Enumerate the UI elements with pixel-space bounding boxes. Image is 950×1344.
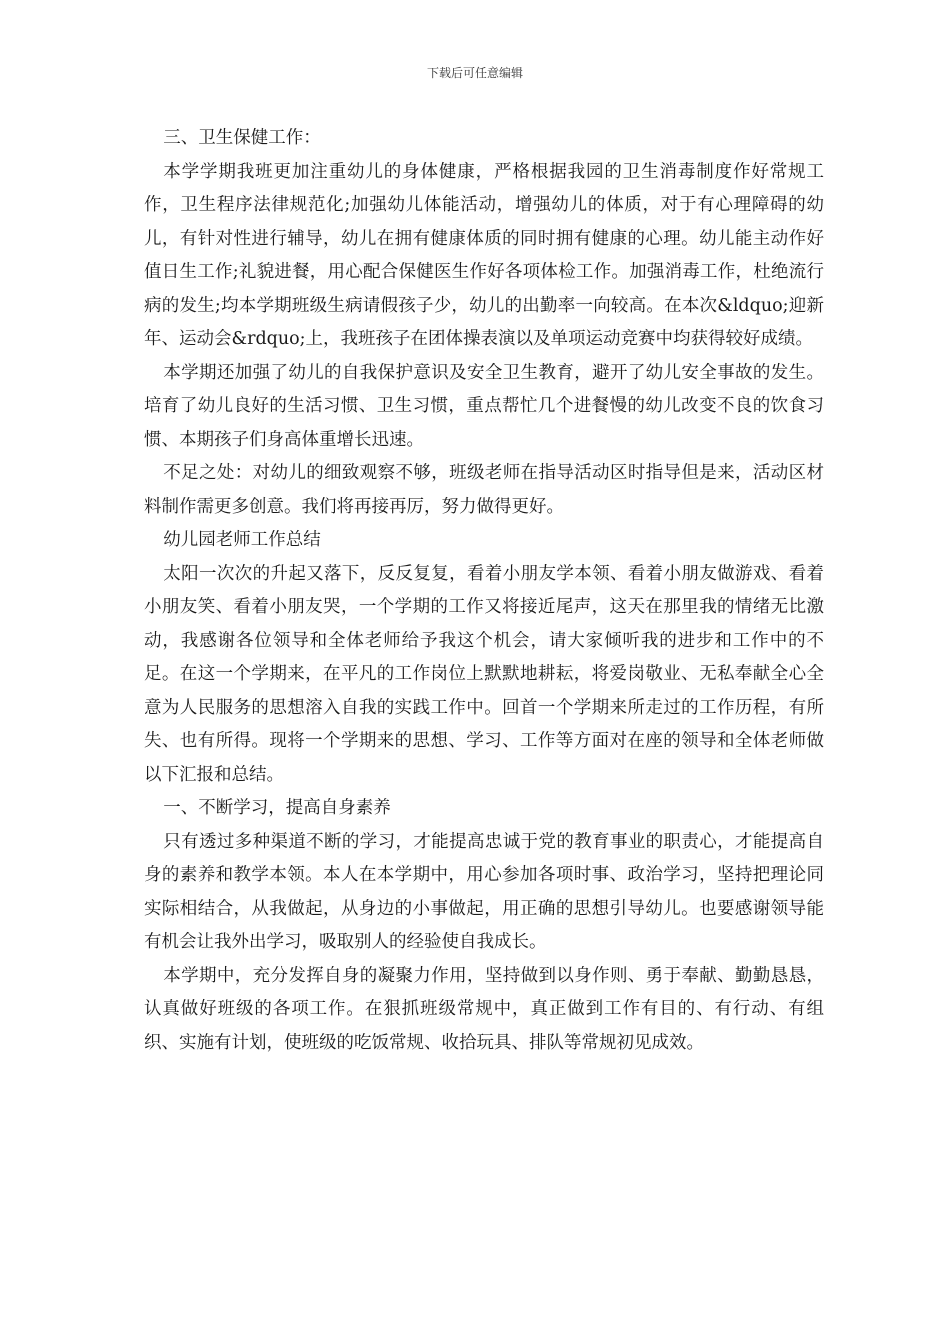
paragraph-shortcomings: 不足之处：对幼儿的细致观察不够，班级老师在指导活动区时指导但是来，活动区材料制作需更多创意。我们将再接再厉，努力做得更好。 xyxy=(144,463,824,517)
paragraph-intro: 太阳一次次的升起又落下，反反复复，看着小朋友学本领、看着小朋友做游戏、看着小朋友笑、看着小朋友哭，一个学期的工作又将接近尾声，这天在那里我的情绪无比激动，我感谢各位领导和全体老师给予我这个机会，请大家倾听我的进步和工作中的不足。在这一个学期来，在平凡的工作岗位上默默地耕耘，将爱岗敬业、无私奉献全心全意为人民服务的思想溶入自我的实践工作中。回首一个学期来所走过的工作历程，有所失、也有所得。现将一个学期来的思想、学习、工作等方面对在座的领导和全体老师做以下汇报和总结。 xyxy=(144,563,824,785)
paragraph-class-work: 本学期中，充分发挥自身的凝聚力作用，坚持做到以身作则、勇于奉献、勤勤恳恳，认真做好班级的各项工作。在狠抓班级常规中，真正做到工作有目的、有行动、有组织、实施有计划，使班级的吃饭常规、收拾玩具、排队等常规初见成效。 xyxy=(144,965,824,1053)
section-heading-learning: 一、不断学习，提高自身素养 xyxy=(163,798,391,818)
paragraph-learning: 只有透过多种渠道不断的学习，才能提高忠诚于党的教育事业的职责心，才能提高自身的素养和教学本领。本人在本学期中，用心参加各项时事、政治学习，坚持把理论同实际相结合，从我做起，从身边的小事做起，用正确的思想引导幼儿。也要感谢领导能有机会让我外出学习，吸取别人的经验使自我成长。 xyxy=(144,831,824,952)
page-header: 下载后可任意编辑 xyxy=(426,66,523,80)
document-title: 幼儿园老师工作总结 xyxy=(163,530,321,550)
section-heading-hygiene: 三、卫生保健工作： xyxy=(163,128,321,148)
paragraph-health: 本学学期我班更加注重幼儿的身体健康，严格根据我园的卫生消毒制度作好常规工作，卫生程序法律规范化;加强幼儿体能活动，增强幼儿的体质，对于有心理障碍的幼儿，有针对性进行辅导，幼儿在拥有健康体质的同时拥有健康的心理。幼儿能主动作好值日生工作;礼貌进餐，用心配合保健医生作好各项体检工作。加强消毒工作，杜绝流行病的发生;均本学期班级生病请假孩子少，幼儿的出勤率一向较高。在本次&ldquo;迎新年、运动会&rdquo;上，我班孩子在团体操表演以及单项运动竞赛中均获得较好成绩。 xyxy=(144,161,824,349)
paragraph-safety: 本学期还加强了幼儿的自我保护意识及安全卫生教育，避开了幼儿安全事故的发生。培育了幼儿良好的生活习惯、卫生习惯，重点帮忙几个进餐慢的幼儿改变不良的饮食习惯、本期孩子们身高体重增长迅速。 xyxy=(144,362,824,450)
document-body xyxy=(144,122,824,1060)
